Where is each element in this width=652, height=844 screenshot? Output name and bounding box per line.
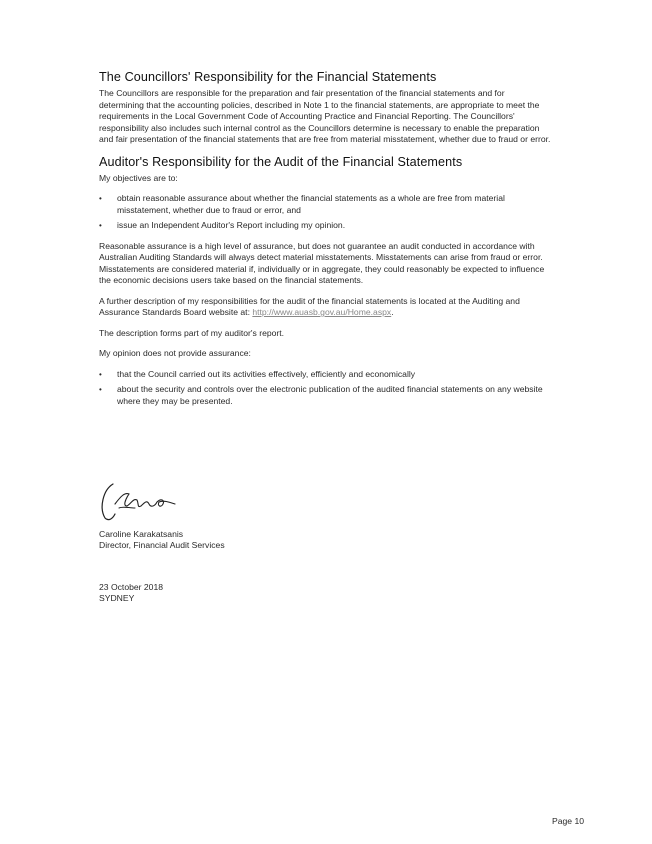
- signatory-block: [99, 529, 225, 551]
- objectives-intro: My objectives are to:: [99, 172, 178, 183]
- report-city: SYDNEY: [99, 593, 135, 603]
- date-block: [99, 582, 163, 604]
- list-item: • that the Council carried out its activities effectively, efficiently and economically: [99, 368, 416, 379]
- signatory-name: Caroline Karakatsanis: [99, 529, 184, 539]
- signatory-title: Director, Financial Audit Services: [99, 540, 225, 550]
- handwritten-signature: [99, 478, 179, 524]
- councillors-heading: The Councillors' Responsibility for the Financial Statements: [99, 70, 437, 84]
- bullet-icon: •: [99, 194, 102, 203]
- further-description-paragraph: A further description of my responsibilities for the audit of the financial statements is located at the Auditing and Assurance Standards Board website at: http://www.auasb.gov.au/Home.aspx.: [99, 295, 520, 317]
- no-assurance-intro: My opinion does not provide assurance:: [99, 348, 251, 358]
- bullet-icon: •: [99, 369, 102, 379]
- page-number: Page 10: [552, 816, 585, 826]
- reasonable-assurance-paragraph: Reasonable assurance is a high level of assurance, but does not guarantee an audit conducted in accordance with Australian Auditing Standards will always detect material misstatements. Misstatements can arise from fraud or error. Misstatements are considered material if, individually or in aggregate, they could reasonably be expected to influence the economic decisions users take based on the financial statements.: [99, 240, 545, 285]
- objectives-list: [99, 193, 551, 232]
- list-item: • about the security and controls over the electronic publication of the audited financial statements on any website where they may be presented.: [99, 384, 543, 406]
- report-date: 23 October 2018: [99, 582, 164, 592]
- list-item: • obtain reasonable assurance about whether the financial statements as a whole are free from material misstatement, whether due to fraud or error, and: [99, 193, 505, 215]
- description-part-paragraph: The description forms part of my auditor's report.: [99, 327, 285, 338]
- report-body: [99, 70, 551, 416]
- councillors-paragraph: The Councillors are responsible for the preparation and fair presentation of the financial statements and for determining that the accounting policies, described in Note 1 to the financial statements, are appropriate to meet the requirements in the Local Government Code of Accounting Practice and Financial Reporting. The Councillors' responsibility also includes such internal control as the Councillors determine is necessary to enable the preparation and fair presentation of the financial statements that are free from material misstatement, whether due to fraud or error.: [99, 88, 551, 144]
- no-assurance-list: [99, 369, 551, 408]
- auasb-link[interactable]: http://www.auasb.gov.au/Home.aspx: [252, 307, 392, 317]
- list-item: • issue an Independent Auditor's Report including my opinion.: [99, 220, 346, 230]
- auditor-heading: Auditor's Responsibility for the Audit of the Financial Statements: [99, 154, 463, 169]
- bullet-icon: •: [99, 385, 102, 394]
- bullet-icon: •: [99, 221, 102, 230]
